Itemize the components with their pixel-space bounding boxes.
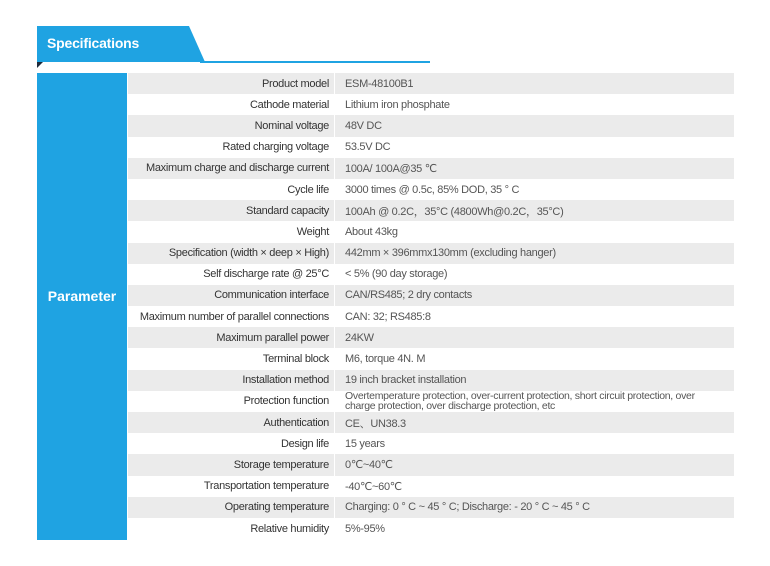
spec-value: 3000 times @ 0.5c, 85% DOD, 35 ° C (345, 183, 520, 196)
spec-value: CAN: 32; RS485:8 (345, 310, 431, 323)
spec-label: Maximum parallel power (216, 331, 329, 344)
spec-label: Relative humidity (250, 522, 329, 535)
spec-value: About 43kg (345, 225, 398, 238)
spec-label: Storage temperature (233, 458, 329, 471)
table-row (128, 285, 734, 306)
spec-label: Weight (296, 225, 329, 238)
spec-label: Self discharge rate @ 25°C (203, 268, 329, 281)
table-row (128, 158, 734, 179)
table-row (128, 200, 734, 221)
spec-label: Design life (280, 437, 329, 450)
spec-value: 0℃~40℃ (345, 459, 393, 472)
table-row (128, 433, 734, 454)
spec-value: 24KW (345, 331, 374, 344)
table-row (128, 115, 734, 136)
table-row (128, 94, 734, 115)
spec-label: Cycle life (287, 183, 329, 196)
spec-value: 100A/ 100A@35 ℃ (345, 162, 437, 175)
table-row (128, 412, 734, 433)
spec-label: Standard capacity (246, 204, 329, 217)
spec-value: 53.5V DC (345, 141, 391, 154)
spec-label: Rated charging voltage (222, 141, 329, 154)
table-row (128, 518, 734, 539)
spec-label: Maximum number of parallel connections (139, 310, 329, 323)
tab-underline (200, 61, 430, 63)
table-row (128, 137, 734, 158)
spec-value: 19 inch bracket installation (345, 374, 467, 387)
spec-value: 15 years (345, 437, 385, 450)
table-row (128, 306, 734, 327)
spec-label: Operating temperature (224, 501, 329, 514)
spec-label: Specification (width × deep × High) (168, 247, 329, 260)
table-row (128, 243, 734, 264)
spec-value: Charging: 0 ° C ~ 45 ° C; Discharge: - 20 ° C ~ 45 ° C (345, 501, 590, 514)
spec-value: Lithium iron phosphate (345, 98, 450, 111)
spec-value: < 5% (90 day storage) (345, 268, 448, 281)
spec-value: CAN/RS485; 2 dry contacts (345, 289, 473, 302)
spec-value: 442mm × 396mmx130mm (excluding hanger) (345, 247, 556, 260)
table-row (128, 264, 734, 285)
spec-label: Product model (261, 77, 329, 90)
spec-value: -40℃~60℃ (345, 480, 402, 493)
spec-value: M6, torque 4N. M (345, 353, 426, 366)
spec-value: 48V DC (345, 119, 382, 132)
spec-value: ESM-48100B1 (345, 77, 414, 90)
table-row (128, 221, 734, 242)
tab-fold-corner (37, 62, 43, 68)
table-row (128, 476, 734, 497)
table-row (128, 73, 734, 94)
table-row (128, 348, 734, 369)
parameter-column (37, 73, 127, 540)
spec-table (128, 73, 734, 539)
table-row (128, 391, 734, 412)
spec-label: Communication interface (214, 289, 329, 302)
spec-label: Cathode material (250, 98, 329, 111)
spec-label: Terminal block (262, 353, 329, 366)
table-row (128, 497, 734, 518)
spec-value: CE、UN38.3 (345, 417, 406, 430)
spec-label: Authentication (263, 416, 329, 429)
spec-label: Maximum charge and discharge current (145, 162, 329, 175)
spec-value: 100Ah @ 0.2C，35°C (4800Wh@0.2C，35°C) (345, 205, 564, 218)
table-row (128, 454, 734, 475)
spec-label: Installation method (242, 374, 329, 387)
table-row (128, 327, 734, 348)
table-row (128, 179, 734, 200)
spec-label: Nominal voltage (254, 119, 329, 132)
spec-value: 5%-95% (345, 522, 385, 535)
section-title: Specifications (47, 35, 140, 51)
spec-label: Transportation temperature (203, 480, 329, 493)
spec-value: Overtemperature protection, over-current protection, short circuit protection, over charge protection, over discharge protection, etc (345, 390, 695, 413)
parameter-label: Parameter (47, 288, 117, 304)
spec-label: Protection function (243, 395, 329, 408)
table-row (128, 370, 734, 391)
